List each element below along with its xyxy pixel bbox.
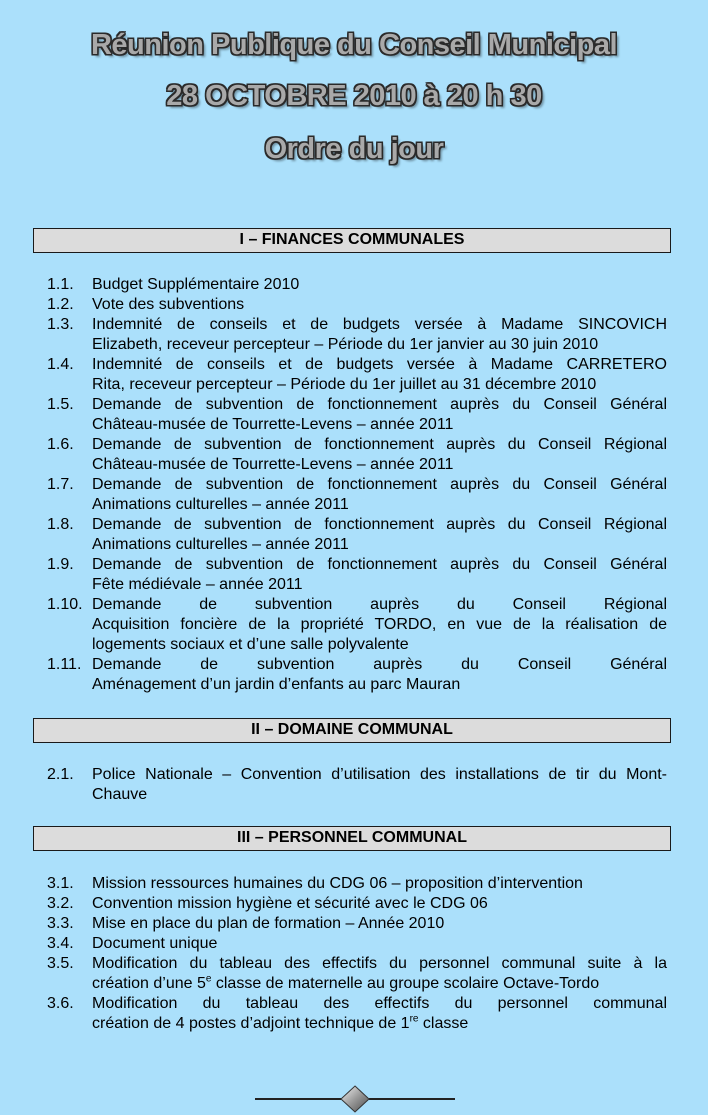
agenda-item-1-7 [47, 475, 667, 515]
agenda-item-line: Demande de subvention de fonctionnement auprès du Conseil Général [92, 556, 667, 573]
agenda-item-line: Demande de subvention de fonctionnement auprès du Conseil Général [92, 396, 667, 413]
agenda-list-domaine [47, 765, 667, 805]
agenda-item-line: Vote des subventions [92, 296, 245, 313]
agenda-item-number: 1.7. [47, 476, 74, 493]
agenda-item-1-3 [47, 315, 667, 355]
agenda-item-number: 1.8. [47, 516, 74, 533]
agenda-item-1-4 [47, 355, 667, 395]
agenda-item-line: Demande de subvention auprès du Conseil Régional [92, 596, 667, 613]
agenda-item-line: Acquisition foncière de la propriété TORDO, en vue de la réalisation de [92, 616, 667, 633]
agenda-item-text [92, 934, 667, 954]
agenda-item-1-2 [47, 295, 667, 315]
agenda-item-number: 1.3. [47, 316, 74, 333]
agenda-item-3-3 [47, 914, 667, 934]
agenda-list-finances [47, 275, 667, 695]
agenda-item-number: 1.10. [47, 596, 83, 613]
agenda-item-line: Document unique [92, 935, 218, 952]
agenda-item-text [92, 655, 667, 695]
title-line-2: 28 OCTOBRE 2010 à 20 h 30 [166, 80, 542, 112]
agenda-item-text [92, 894, 667, 914]
section-header-finances: I – FINANCES COMMUNALES [33, 228, 671, 253]
agenda-item-line: Demande de subvention auprès du Conseil Général [92, 656, 667, 673]
agenda-item-number: 3.3. [47, 915, 74, 932]
agenda-item-number: 1.9. [47, 556, 74, 573]
agenda-item-number: 3.2. [47, 895, 74, 912]
agenda-item-line: Château-musée de Tourrette-Levens – année 2011 [92, 416, 454, 433]
agenda-item-line: Mission ressources humaines du CDG 06 – proposition d’intervention [92, 875, 583, 892]
agenda-item-text [92, 954, 667, 994]
agenda-item-line: Animations culturelles – année 2011 [92, 496, 349, 513]
agenda-item-text [92, 275, 667, 295]
section-header-domaine: II – DOMAINE COMMUNAL [33, 718, 671, 743]
agenda-item-number: 3.5. [47, 955, 74, 972]
agenda-item-number: 1.2. [47, 296, 74, 313]
agenda-item-3-4 [47, 934, 667, 954]
agenda-item-line: Police Nationale – Convention d’utilisation des installations de tir du Mont- [92, 766, 667, 783]
agenda-item-text [92, 355, 667, 395]
agenda-item-number: 1.5. [47, 396, 74, 413]
agenda-item-text [92, 555, 667, 595]
agenda-item-3-2 [47, 894, 667, 914]
agenda-list-personnel [47, 874, 667, 1034]
agenda-item-text [92, 595, 667, 655]
agenda-item-line: Indemnité de conseils et de budgets versée à Madame CARRETERO [92, 356, 667, 373]
agenda-item-line: logements sociaux et d’une salle polyvalente [92, 636, 409, 653]
agenda-item-line: Demande de subvention de fonctionnement auprès du Conseil Régional [92, 516, 667, 533]
agenda-item-text [92, 435, 667, 475]
agenda-item-line: Modification du tableau des effectifs du personnel communal suite à la [92, 955, 667, 972]
agenda-item-3-5 [47, 954, 667, 994]
agenda-item-line: Château-musée de Tourrette-Levens – année 2011 [92, 456, 454, 473]
agenda-item-2-1 [47, 765, 667, 805]
agenda-item-line: création d’une 5e classe de maternelle au groupe scolaire Octave-Tordo [92, 973, 600, 992]
title-line-1: Réunion Publique du Conseil Municipal [90, 29, 618, 61]
agenda-item-number: 1.11. [47, 656, 82, 673]
agenda-item-text [92, 914, 667, 934]
agenda-item-1-5 [47, 395, 667, 435]
agenda-item-line: Animations culturelles – année 2011 [92, 536, 349, 553]
agenda-item-number: 3.1. [47, 875, 74, 892]
agenda-item-number: 1.4. [47, 356, 74, 373]
agenda-item-line: Mise en place du plan de formation – Année 2010 [92, 915, 445, 932]
agenda-item-1-11 [47, 655, 667, 695]
agenda-item-text [92, 994, 667, 1034]
agenda-item-text [92, 515, 667, 555]
agenda-item-line: Fête médiévale – année 2011 [92, 576, 303, 593]
agenda-item-1-6 [47, 435, 667, 475]
agenda-item-3-1 [47, 874, 667, 894]
agenda-item-line: Convention mission hygiène et sécurité avec le CDG 06 [92, 895, 488, 912]
agenda-item-1-8 [47, 515, 667, 555]
agenda-item-line: Budget Supplémentaire 2010 [92, 276, 300, 293]
agenda-item-number: 2.1. [47, 766, 74, 783]
agenda-item-line: Demande de subvention de fonctionnement auprès du Conseil Régional [92, 436, 667, 453]
section-header-personnel: III – PERSONNEL COMMUNAL [33, 826, 671, 851]
agenda-item-text [92, 475, 667, 515]
agenda-item-line: Indemnité de conseils et de budgets versée à Madame SINCOVICH [92, 316, 667, 333]
agenda-item-text [92, 874, 667, 894]
agenda-item-number: 3.4. [47, 935, 74, 952]
agenda-item-number: 3.6. [47, 995, 74, 1012]
agenda-item-text [92, 315, 667, 355]
agenda-item-number: 1.6. [47, 436, 74, 453]
title-line-3: Ordre du jour [264, 133, 444, 165]
agenda-item-line: Elizabeth, receveur percepteur – Période du 1er janvier au 30 juin 2010 [92, 336, 599, 353]
agenda-item-line: Aménagement d’un jardin d’enfants au parc Mauran [92, 676, 461, 693]
agenda-item-line: création de 4 postes d’adjoint technique de 1re classe [92, 1013, 469, 1032]
agenda-item-text [92, 395, 667, 435]
agenda-item-text [92, 295, 667, 315]
agenda-item-1-1 [47, 275, 667, 295]
agenda-item-text [92, 765, 667, 805]
agenda-item-number: 1.1. [47, 276, 74, 293]
agenda-item-3-6 [47, 994, 667, 1034]
agenda-item-line: Chauve [92, 786, 148, 803]
agenda-item-line: Modification du tableau des effectifs du personnel communal [92, 995, 667, 1012]
agenda-item-1-10 [47, 595, 667, 655]
diamond-ornament-icon [255, 1085, 455, 1115]
agenda-item-line: Demande de subvention de fonctionnement auprès du Conseil Général [92, 476, 667, 493]
agenda-item-line: Rita, receveur percepteur – Période du 1er juillet au 31 décembre 2010 [92, 376, 597, 393]
agenda-item-1-9 [47, 555, 667, 595]
